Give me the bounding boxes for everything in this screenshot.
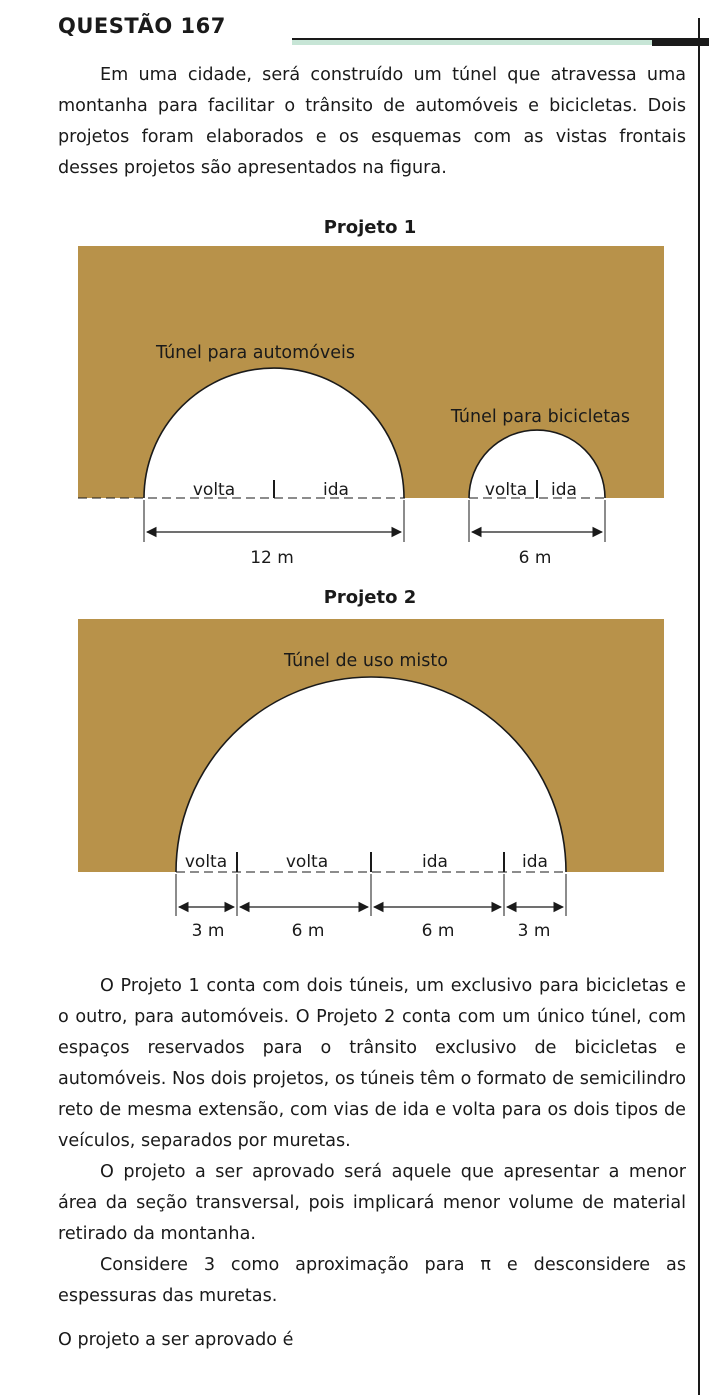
mixed-tunnel-label: Túnel de uso misto [284, 651, 448, 671]
paragraph-approval-criterion: O projeto a ser aprovado será aquele que apresentar a menor área da seção transversal, pois implicará menor volume de material retirado da montanha. [58, 1162, 686, 1244]
car-width-label: 12 m [250, 548, 294, 568]
project1-mountain [78, 246, 664, 498]
paragraph-pi-approximation: Considere 3 como aproximação para π e desconsidere as espessuras das muretas. [58, 1255, 686, 1306]
width-label-1: 3 m [191, 921, 225, 941]
project1-diagram [78, 246, 664, 568]
width-label-3: 6 m [421, 921, 455, 941]
bike-width-label: 6 m [518, 548, 552, 568]
lane-label-2: volta [285, 852, 329, 872]
paragraph-projects-description: O Projeto 1 conta com dois túneis, um exclusivo para bicicletas e o outro, para automóveis. O Projeto 2 conta com um único túnel, com espaços reservados para o trânsito exclusivo de bicicletas e automóveis. Nos dois projetos, os túneis têm o formato de semicilindro reto de mesma extensão, com vias de ida e volta para os dois tipos de veículos, separados por muretas. [58, 976, 686, 1151]
intro-paragraph: Em uma cidade, será construído um túnel que atravessa uma montanha para facilitar o trânsito de automóveis e bicicletas. Dois projetos foram elaborados e os esquemas com as vistas frontais desses projetos são apresentados na figura. [58, 65, 686, 178]
lane-label-4: ida [522, 852, 548, 872]
question-title: QUESTÃO 167 [58, 14, 226, 38]
question-prompt: O projeto a ser aprovado é [58, 1330, 294, 1350]
car-tunnel-label: Túnel para automóveis [156, 343, 355, 363]
car-lane-right-label: ida [323, 480, 349, 500]
project2-title: Projeto 2 [323, 587, 417, 608]
lane-label-3: ida [422, 852, 448, 872]
bike-lane-left-label: volta [484, 480, 528, 500]
lane-label-1: volta [184, 852, 228, 872]
width-label-2: 6 m [291, 921, 325, 941]
project1-title: Projeto 1 [323, 217, 417, 238]
project2-diagram [78, 619, 664, 941]
width-label-4: 3 m [517, 921, 551, 941]
bike-tunnel-label: Túnel para bicicletas [450, 407, 630, 427]
bike-lane-right-label: ida [551, 480, 577, 500]
car-lane-left-label: volta [192, 480, 236, 500]
